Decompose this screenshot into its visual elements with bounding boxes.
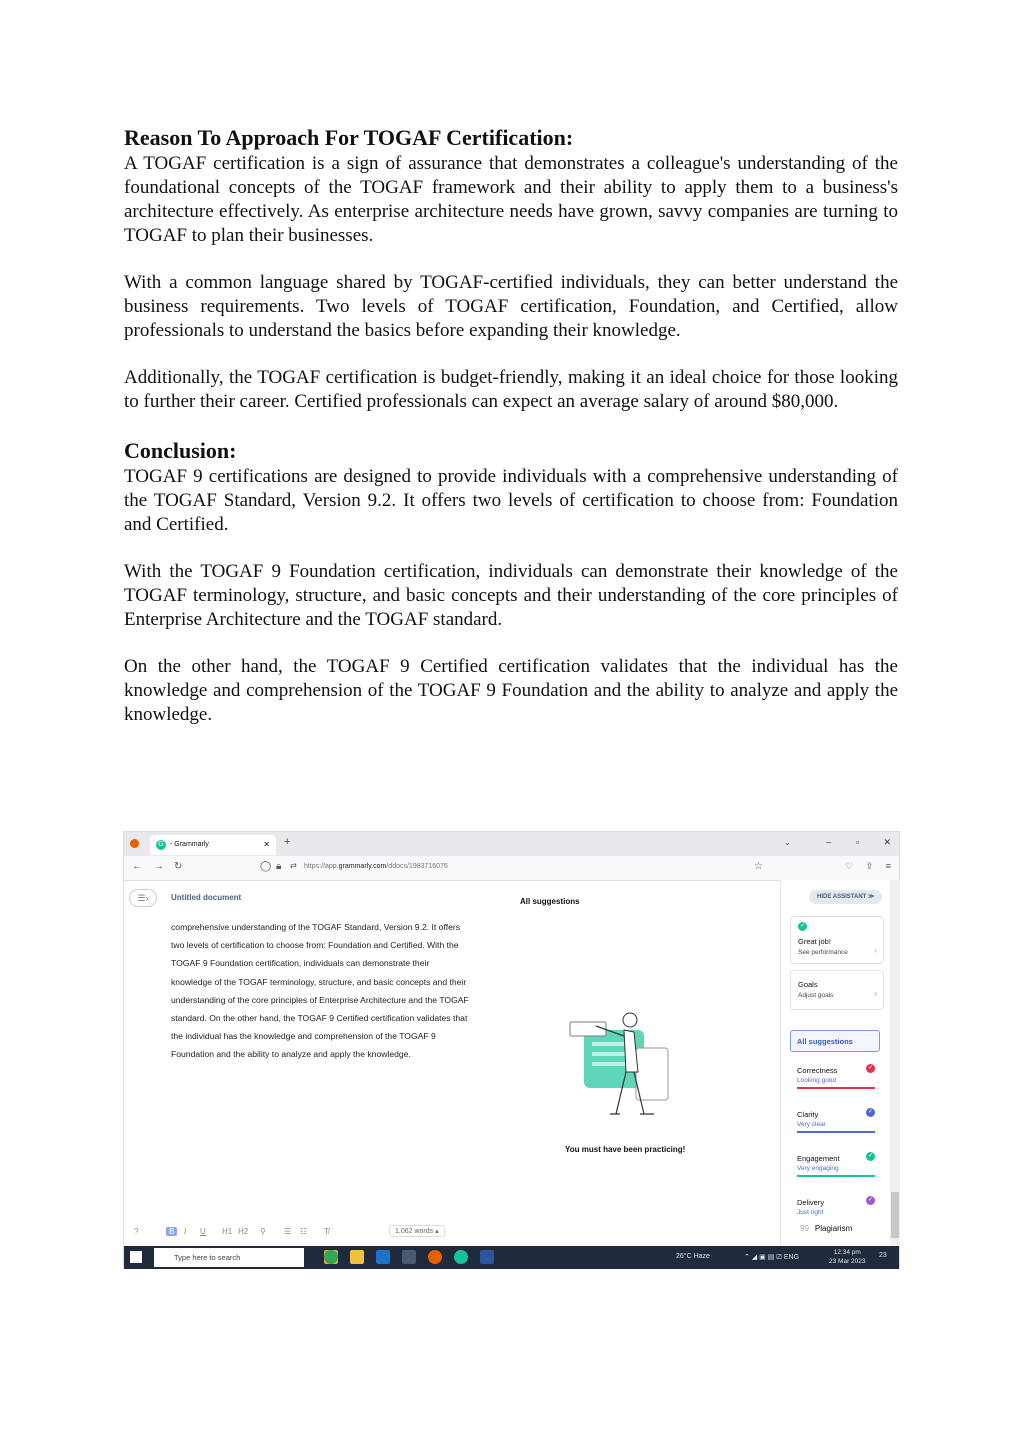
category-desc: Looking good	[797, 1077, 837, 1084]
category-name: Correctness	[797, 1066, 838, 1075]
category-name: Delivery	[797, 1198, 825, 1207]
back-icon[interactable]: ←	[132, 861, 142, 872]
shield-icon[interactable]: ◯	[260, 861, 272, 872]
browser-toolbar-right	[835, 861, 891, 872]
check-icon: ✓	[799, 923, 806, 929]
outlook-icon[interactable]	[376, 1250, 390, 1264]
chevron-right-icon: ›	[874, 989, 877, 998]
category-bar	[797, 1175, 875, 1177]
chevron-down-icon[interactable]: ⌄	[784, 838, 791, 847]
forward-icon[interactable]: →	[154, 861, 164, 872]
notification-badge[interactable]: 23	[879, 1252, 887, 1259]
document-body	[124, 124, 898, 727]
word-count-badge[interactable]: 1,062 words ▴	[389, 1225, 445, 1237]
quote-icon: 99	[800, 1224, 809, 1233]
numbered-list-icon[interactable]: ☰	[284, 1227, 292, 1236]
category-status-icon: ✓	[867, 1153, 874, 1159]
browser-nav-bar	[124, 856, 899, 881]
underline-icon[interactable]: U	[200, 1227, 206, 1236]
paragraph: With a common language shared by TOGAF-certified individuals, they can better understand the business requirements. Two levels of TOGAF certification, Foundation, and Certified, allow professionals to understand the basics before expanding their knowledge.	[124, 272, 898, 341]
url-bar[interactable]: https://app.grammarly.com/ddocs/1983716076	[304, 863, 448, 870]
editor-toolbar	[124, 1222, 780, 1244]
close-icon[interactable]: ✕	[883, 837, 891, 847]
system-tray: ⌃ ◢ ▣ ▤ ⎚ ENG	[744, 1254, 799, 1261]
permissions-icon[interactable]: ⇄	[290, 861, 297, 870]
all-suggestions-heading: All suggestions	[520, 897, 580, 906]
grammarly-icon: G	[156, 840, 166, 850]
plagiarism-button[interactable]: 99 Plagiarism	[800, 1224, 853, 1233]
taskbar-clock[interactable]: 12:34 pm 23 Mar 2023	[829, 1249, 866, 1265]
windows-start-icon[interactable]	[130, 1251, 142, 1263]
chevron-right-icon: ›	[874, 946, 877, 955]
bold-icon[interactable]: B	[166, 1227, 177, 1236]
heading2-icon[interactable]: H2	[238, 1227, 249, 1236]
file-explorer-icon[interactable]	[350, 1250, 364, 1264]
practice-message: You must have been practicing!	[565, 1145, 686, 1154]
paragraph: A TOGAF certification is a sign of assurance that demonstrates a colleague's understanding of the foundational concepts of the TOGAF framework and their ability to apply them to a business's architecture effectively. As enterprise architecture needs have grown, savvy companies are turning to TOGAF to plan their businesses.	[124, 153, 898, 246]
paragraph: On the other hand, the TOGAF 9 Certified certification validates that the individual has the knowledge and comprehension of the TOGAF 9 Foundation and the ability to analyze and apply the knowledge.	[124, 656, 898, 725]
restore-icon[interactable]: ▫	[855, 837, 859, 847]
paragraph: With the TOGAF 9 Foundation certification, individuals can demonstrate their knowledge of the TOGAF terminology, structure, and basic concepts and their understanding of the core principles of Enterprise Architecture and the TOGAF standard.	[124, 561, 898, 630]
category-name: Engagement	[797, 1154, 840, 1163]
all-suggestions-button[interactable]: All suggestions	[790, 1030, 880, 1052]
category-desc: Very clear	[797, 1121, 826, 1128]
calculator-icon[interactable]	[402, 1250, 416, 1264]
browser-tab-bar	[124, 832, 899, 856]
browser-tab[interactable]	[150, 835, 276, 855]
grammarly-screenshot	[123, 831, 900, 1268]
category-bar	[797, 1131, 875, 1133]
firefox-taskbar-icon[interactable]	[428, 1250, 442, 1264]
hide-assistant-button[interactable]: HIDE ASSISTANT ≫	[809, 890, 882, 904]
bookmark-star-icon[interactable]: ☆	[754, 861, 763, 872]
editor-text[interactable]: comprehensive understanding of the TOGAF Standard, Version 9.2. It offers two levels of certification to choose from: Foundation and Certified. With the TOGAF 9 Foundation certification, individuals can demonstrate their knowledge of the TOGAF terminology, structure, and basic concepts and their understanding of the core principles of Enterprise Architecture and the TOGAF standard. On the other hand, the TOGAF 9 Certified certification validates that the individual has the knowledge and comprehension of the TOGAF 9 Foundation and the ability to analyze and apply the knowledge.	[171, 922, 469, 1060]
heading1-icon[interactable]: H1	[222, 1227, 233, 1236]
document-menu-button[interactable]: ☰›	[129, 889, 157, 907]
category-bar	[797, 1087, 875, 1089]
firefox-icon	[130, 839, 139, 848]
reload-icon[interactable]: ↻	[174, 861, 183, 872]
clear-format-icon[interactable]: T̸	[324, 1227, 329, 1236]
paragraph: Additionally, the TOGAF certification is budget-friendly, making it an ideal choice for those looking to further their career. Certified professionals can expect an average salary of around $80,000.	[124, 367, 898, 412]
lock-icon: 🔒︎	[276, 861, 282, 872]
category-status-icon: ✓	[867, 1109, 874, 1115]
category-desc: Very engaging	[797, 1165, 839, 1172]
tab-close-icon[interactable]: ✕	[263, 840, 270, 849]
category-status-icon: ✓	[867, 1065, 874, 1071]
italic-icon[interactable]: I	[184, 1227, 187, 1236]
category-name: Clarity	[797, 1110, 819, 1119]
taskbar-search-input[interactable]: Type here to search	[154, 1248, 304, 1267]
bullet-list-icon[interactable]: ☷	[300, 1227, 308, 1236]
menu-icon[interactable]: ≡	[885, 861, 891, 871]
practice-illustration-icon	[564, 1002, 684, 1122]
word-icon[interactable]	[480, 1250, 494, 1264]
section-heading-reason: Reason To Approach For TOGAF Certification:	[124, 125, 574, 150]
scrollbar-thumb[interactable]	[891, 1192, 899, 1238]
category-delivery[interactable]	[797, 1198, 875, 1212]
document-title[interactable]: Untitled document	[171, 893, 242, 902]
paragraph: TOGAF 9 certifications are designed to provide individuals with a comprehensive understanding of the TOGAF Standard, Version 9.2. It offers two levels of certification to choose from: Foundation and Certified.	[124, 466, 898, 535]
section-heading-conclusion: Conclusion:	[124, 438, 237, 463]
goals-card[interactable]: Goals Adjust goals ›	[790, 970, 884, 1010]
windows-taskbar	[124, 1246, 899, 1269]
category-status-icon: ✓	[867, 1197, 874, 1203]
grammarly-taskbar-icon[interactable]	[454, 1250, 468, 1264]
tab-title: - Grammarly	[170, 841, 209, 848]
chrome-icon[interactable]	[324, 1250, 338, 1264]
new-tab-icon[interactable]: +	[284, 836, 291, 848]
category-desc	[797, 1209, 875, 1212]
category-correctness[interactable]	[797, 1066, 875, 1089]
link-icon[interactable]: ⚲	[260, 1227, 266, 1236]
great-job-card[interactable]: ✓ Great job! See performance ›	[790, 916, 884, 964]
window-controls	[804, 837, 891, 848]
minimize-icon[interactable]: –	[826, 837, 832, 847]
weather-widget[interactable]: 26°C Haze	[676, 1253, 710, 1260]
category-clarity[interactable]	[797, 1110, 875, 1133]
share-icon[interactable]: ⇪	[865, 861, 874, 871]
pocket-icon[interactable]: ♡	[845, 861, 854, 871]
category-engagement[interactable]	[797, 1154, 875, 1177]
help-icon[interactable]: ?	[134, 1227, 139, 1236]
